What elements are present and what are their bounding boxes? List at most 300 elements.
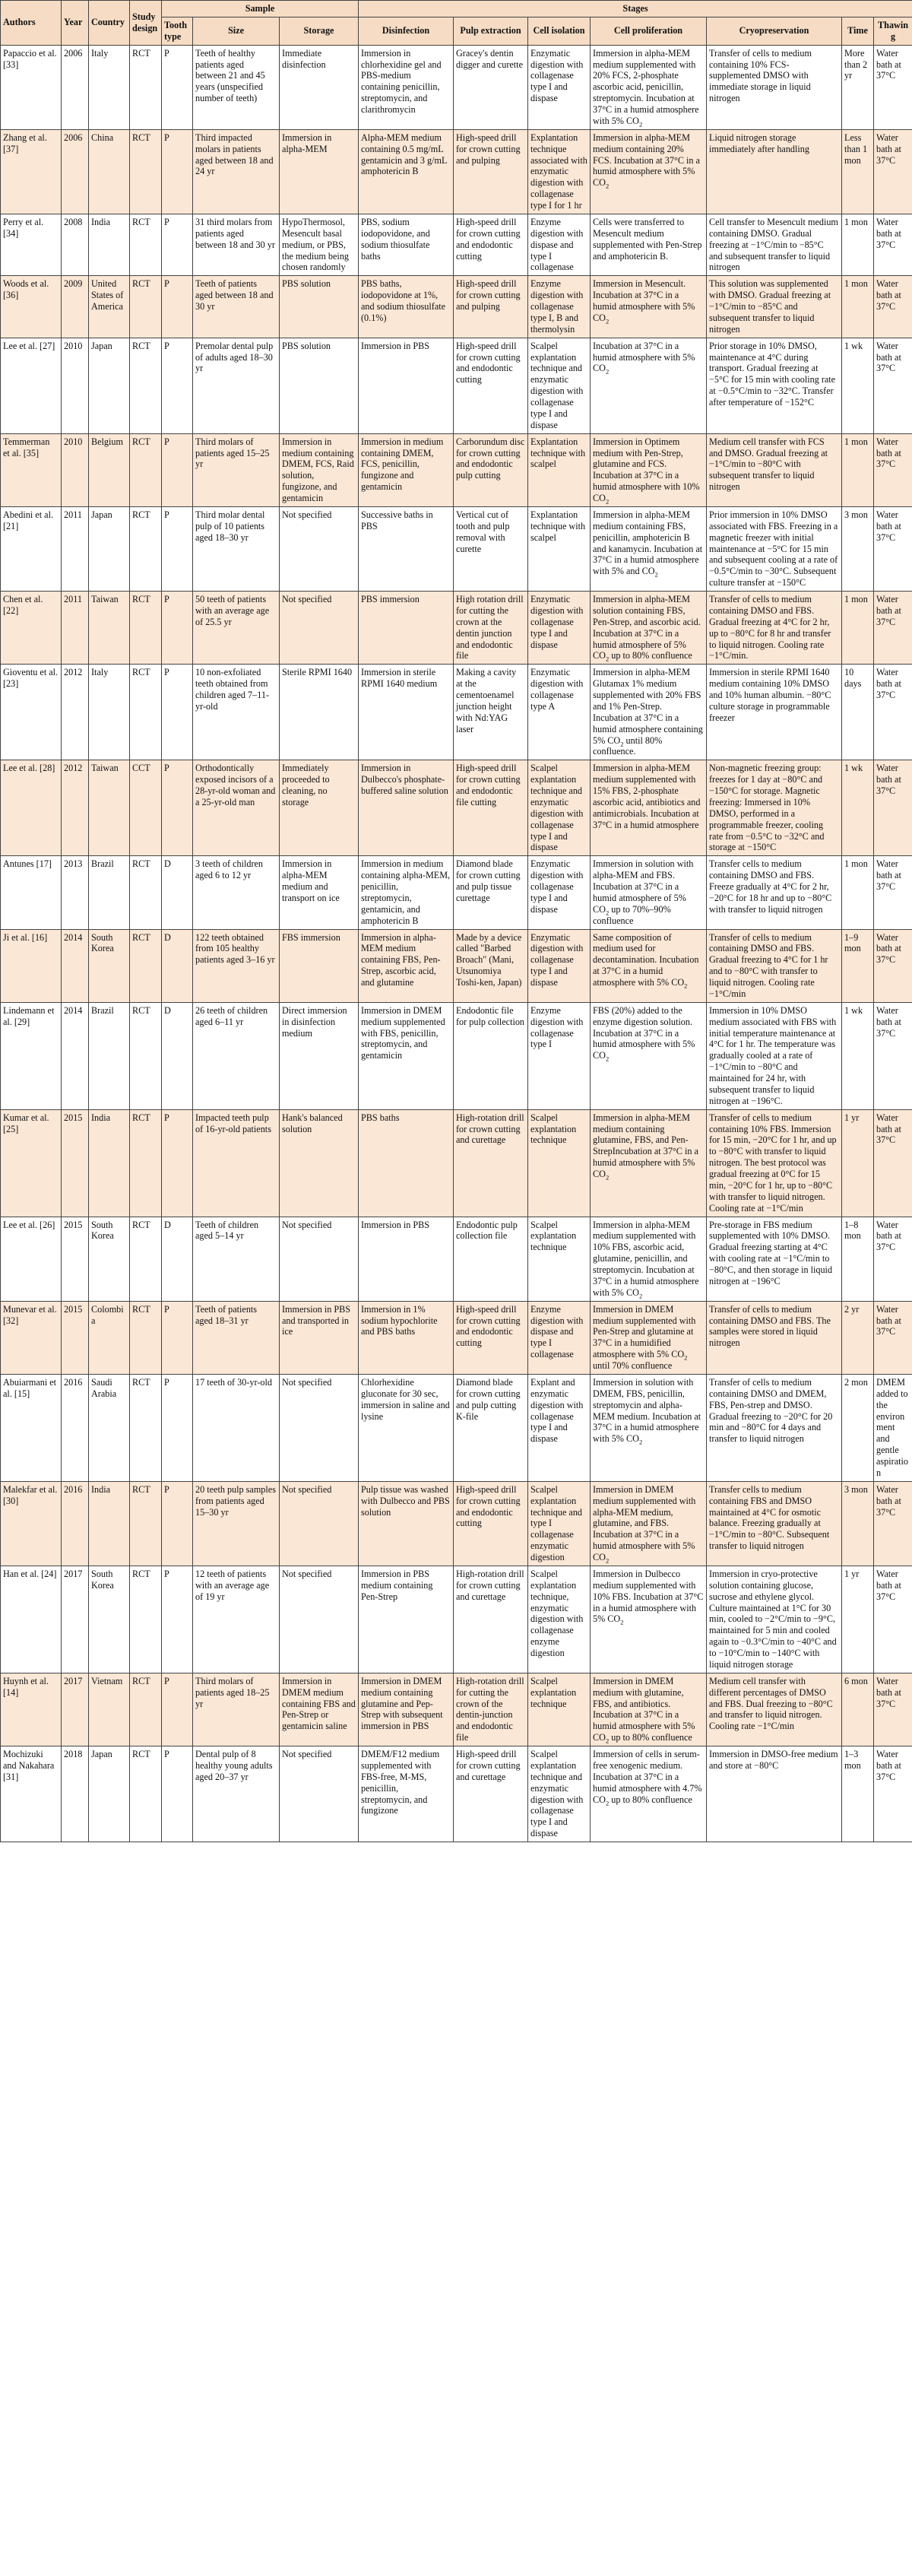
table-row bbox=[1, 1374, 912, 1481]
cell-storage: Not specified bbox=[280, 1481, 359, 1566]
cell-year: 2010 bbox=[62, 338, 89, 433]
table-row bbox=[1, 45, 912, 129]
cell-tooth-type: P bbox=[162, 1746, 193, 1842]
cell-disinfection: Successive baths in PBS bbox=[359, 506, 454, 591]
cell-thawing: Water bath at 37°C bbox=[874, 1673, 912, 1746]
table-body bbox=[1, 45, 912, 1842]
cell-year: 2015 bbox=[62, 1109, 89, 1217]
cell-disinfection: Immersion in medium containing alpha-MEM, penicillin, streptomycin, gentamicin, and amphotericin B bbox=[359, 856, 454, 929]
cell-size: Teeth of children aged 5–14 yr bbox=[193, 1217, 280, 1301]
cell-time: 1–3 mon bbox=[842, 1746, 874, 1842]
cell-disinfection: Alpha-MEM medium containing 0.5 mg/mL gentamicin and 3 g/mL amphotericin B bbox=[359, 129, 454, 214]
header-pulp-extraction: Pulp extraction bbox=[454, 17, 528, 45]
cell-time: 1 yr bbox=[842, 1566, 874, 1673]
cell-year: 2012 bbox=[62, 665, 89, 760]
cell-pulp-extraction: Making a cavity at the cementoenamel junction height with Nd:YAG laser bbox=[454, 665, 528, 760]
cell-time: 1 mon bbox=[842, 276, 874, 338]
cell-storage: FBS immersion bbox=[280, 929, 359, 1002]
table-row bbox=[1, 856, 912, 929]
cell-time: 1–9 mon bbox=[842, 929, 874, 1002]
cell-cell-proliferation: Immersion in DMEM medium supplemented with Pen-Strep and glutamine at 37°C in a humidified atmosphere with 5% $CO_2$ until 70% confluence bbox=[591, 1301, 707, 1374]
cell-cryopreservation: Transfer of cells to medium containing 10% FBS. Immersion for 15 min, −20°C for 1 hr, and up to −80°C with transfer to liquid nitrogen. The best protocol was gradual freezing at 0°C for 15 min, −20°C for 1 hr, up to −80°C with transfer to liquid nitrogen. Cooling rate at −1°C/min bbox=[707, 1109, 842, 1217]
cell-tooth-type: P bbox=[162, 276, 193, 338]
cell-thawing: Water bath at 37°C bbox=[874, 433, 912, 506]
cell-cell-proliferation: Immersion in DMEM medium with glutamine, FBS, and antibiotics. Incubation at 37°C in a humid atmosphere with 5% $CO_2$ up to 80% confluence bbox=[591, 1673, 707, 1746]
cell-thawing: Water bath at 37°C bbox=[874, 1746, 912, 1842]
cell-time: 1–8 mon bbox=[842, 1217, 874, 1301]
header-time: Time bbox=[842, 17, 874, 45]
cell-cryopreservation: Pre-storage in FBS medium supplemented with 10% DMSO. Gradual freezing starting at 4°C with cooling rate at −1°C/min to −80°C, and then storage in liquid nitrogen at −196°C bbox=[707, 1217, 842, 1301]
cell-size: Teeth of healthy patients aged between 21 and 45 years (unspecified number of teeth) bbox=[193, 45, 280, 129]
cell-study-design: RCT bbox=[130, 1481, 162, 1566]
cell-cell-proliferation: Immersion in alpha-MEM medium containing glutamine, FBS, and Pen-StrepIncubation at 37°C in a humid atmosphere with 5% $CO_2$ bbox=[591, 1109, 707, 1217]
header-storage: Storage bbox=[280, 17, 359, 45]
cell-cell-proliferation: Immersion in alpha-MEM medium containing FBS, penicillin, amphotericin B and kanamycin. Incubation at 37°C in a humid atmosphere with 5% and $CO_2$ bbox=[591, 506, 707, 591]
table-row bbox=[1, 1109, 912, 1217]
cell-authors: Zhang et al. [37] bbox=[1, 129, 62, 214]
cell-study-design: RCT bbox=[130, 1374, 162, 1481]
cell-cell-isolation: Explantation technique with scalpel bbox=[528, 433, 591, 506]
cell-study-design: RCT bbox=[130, 856, 162, 929]
cell-year: 2018 bbox=[62, 1746, 89, 1842]
cell-year: 2017 bbox=[62, 1566, 89, 1673]
cell-tooth-type: P bbox=[162, 760, 193, 856]
cell-country: Brazil bbox=[89, 856, 130, 929]
cell-pulp-extraction: High-speed drill for crown cutting and endodontic cutting bbox=[454, 214, 528, 275]
header-study-design: Study design bbox=[130, 1, 162, 46]
header-cell-isolation: Cell isolation bbox=[528, 17, 591, 45]
cell-tooth-type: P bbox=[162, 433, 193, 506]
cell-study-design: RCT bbox=[130, 592, 162, 665]
cell-cell-isolation: Explantation technique with scalpel bbox=[528, 506, 591, 591]
cell-authors: Chen et al. [22] bbox=[1, 592, 62, 665]
cell-cell-isolation: Enzymatic digestion with collagenase type I and dispase bbox=[528, 592, 591, 665]
cell-country: Italy bbox=[89, 665, 130, 760]
cell-disinfection: PBS baths, iodopovidone at 1%, and sodium thiosulfate (0.1%) bbox=[359, 276, 454, 338]
header-thawing: Thawing bbox=[874, 17, 912, 45]
cell-year: 2010 bbox=[62, 433, 89, 506]
cell-pulp-extraction: Diamond blade for crown cutting and pulp cutting K-file bbox=[454, 1374, 528, 1481]
cell-cell-proliferation: Immersion in alpha-MEM medium supplemented with 20% FCS, 2-phosphate ascorbic acid, penicillin, streptomycin. Incubation at 37°C in a humid atmosphere with 5% $CO_2$ bbox=[591, 45, 707, 129]
cell-tooth-type: P bbox=[162, 1301, 193, 1374]
cell-cryopreservation: Liquid nitrogen storage immediately after handling bbox=[707, 129, 842, 214]
cell-disinfection: PBS, sodium iodopovidone, and sodium thiosulfate baths bbox=[359, 214, 454, 275]
cell-year: 2011 bbox=[62, 506, 89, 591]
cell-study-design: RCT bbox=[130, 1673, 162, 1746]
cell-size: 31 third molars from patients aged between 18 and 30 yr bbox=[193, 214, 280, 275]
cell-time: 1 wk bbox=[842, 338, 874, 433]
cell-storage: Immersion in PBS and transported in ice bbox=[280, 1301, 359, 1374]
cell-size: 50 teeth of patients with an average age of 25.5 yr bbox=[193, 592, 280, 665]
cell-cell-isolation: Enzyme digestion with dispase and type I collagenase bbox=[528, 1301, 591, 1374]
cell-pulp-extraction: Vertical cut of tooth and pulp removal with curette bbox=[454, 506, 528, 591]
cell-tooth-type: D bbox=[162, 856, 193, 929]
cell-cell-isolation: Enzymatic digestion with collagenase type I and dispase bbox=[528, 856, 591, 929]
cell-cell-isolation: Scalpel explantation technique and enzymatic digestion with collagenase type I and dispase bbox=[528, 1746, 591, 1842]
cell-pulp-extraction: High rotation drill for cutting the crown at the dentin junction and endodontic file bbox=[454, 592, 528, 665]
cell-pulp-extraction: Diamond blade for crown cutting and pulp tissue curettage bbox=[454, 856, 528, 929]
cell-tooth-type: P bbox=[162, 1481, 193, 1566]
cell-authors: Mochizuki and Nakahara [31] bbox=[1, 1746, 62, 1842]
cell-thawing: Water bath at 37°C bbox=[874, 665, 912, 760]
cell-storage: Sterile RPMI 1640 bbox=[280, 665, 359, 760]
table-row bbox=[1, 506, 912, 591]
cell-cryopreservation: Transfer of cells to medium containing DMSO and FBS. The samples were stored in liquid nitrogen bbox=[707, 1301, 842, 1374]
cell-disinfection: Immersion in sterile RPMI 1640 medium bbox=[359, 665, 454, 760]
cell-time: Less than 1 mon bbox=[842, 129, 874, 214]
cell-cryopreservation: Prior storage in 10% DMSO, maintenance at 4°C during transport. Gradual freezing at −5°C for 15 min with cooling rate at −0.5°C/min to −32°C. Transfer after temperature of −152°C bbox=[707, 338, 842, 433]
cell-disinfection: Immersion in alpha-MEM medium containing FBS, Pen-Strep, ascorbic acid, and glutamine bbox=[359, 929, 454, 1002]
table-row bbox=[1, 592, 912, 665]
cell-thawing: Water bath at 37°C bbox=[874, 1217, 912, 1301]
cell-year: 2014 bbox=[62, 1002, 89, 1109]
cell-cell-proliferation: Immersion in DMEM medium supplemented with alpha-MEM medium, glutamine, and FBS. Incubation at 37°C in a humid atmosphere with 5% $CO_2$ bbox=[591, 1481, 707, 1566]
cell-cryopreservation: Prior immersion in 10% DMSO associated with FBS. Freezing in a magnetic freezer with initial maintenance at −5°C for 15 min and subsequent cooling at a rate of −0.5°C/min to −30°C. Subsequent culture transfer at −150°C bbox=[707, 506, 842, 591]
table-row bbox=[1, 1002, 912, 1109]
cell-tooth-type: P bbox=[162, 1566, 193, 1673]
cell-cryopreservation: Transfer of cells to medium containing DMSO and FBS. Gradual freezing to 4°C for 1 hr and to −80°C with transfer to liquid nitrogen. Cooling rate −1°C/min bbox=[707, 929, 842, 1002]
cell-size: 12 teeth of patients with an average age of 19 yr bbox=[193, 1566, 280, 1673]
cell-authors: Perry et al. [34] bbox=[1, 214, 62, 275]
table-row bbox=[1, 276, 912, 338]
cell-country: India bbox=[89, 1109, 130, 1217]
cell-cell-proliferation: Immersion in alpha-MEM medium containing 20% FCS. Incubation at 37°C in a humid atmosphere with 5% $CO_2$ bbox=[591, 129, 707, 214]
cell-size: Premolar dental pulp of adults aged 18–30 yr bbox=[193, 338, 280, 433]
cell-cryopreservation: Immersion in DMSO-free medium and store at −80°C bbox=[707, 1746, 842, 1842]
table-row bbox=[1, 665, 912, 760]
cell-disinfection: Immersion in chlorhexidine gel and PBS-medium containing penicillin, streptomycin, and clarithromycin bbox=[359, 45, 454, 129]
header-cryopreservation: Cryopreservation bbox=[707, 17, 842, 45]
cell-country: Taiwan bbox=[89, 760, 130, 856]
cell-cell-proliferation: Immersion in Mesencult. Incubation at 37°C in a humid atmosphere with 5% $CO_2$ bbox=[591, 276, 707, 338]
cell-authors: Temmerman et al. [35] bbox=[1, 433, 62, 506]
cell-thawing: DMEM added to the environment and gentle aspiration bbox=[874, 1374, 912, 1481]
cell-pulp-extraction: Carborundum disc for crown cutting and endodontic pulp cutting bbox=[454, 433, 528, 506]
cell-thawing: Water bath at 37°C bbox=[874, 129, 912, 214]
table-row bbox=[1, 1673, 912, 1746]
cell-storage: HypoThermosol, Mesencult basal medium, or PBS, the medium being chosen randomly bbox=[280, 214, 359, 275]
cell-storage: PBS solution bbox=[280, 276, 359, 338]
cell-cell-proliferation: Immersion in solution with DMEM, FBS, penicillin, streptomycin and alpha-MEM medium. Incubation at 37°C in a humid atmosphere with 5% $CO_2$ bbox=[591, 1374, 707, 1481]
cell-storage: Not specified bbox=[280, 592, 359, 665]
cell-cell-isolation: Scalpel explantation technique bbox=[528, 1673, 591, 1746]
table-row bbox=[1, 1566, 912, 1673]
cell-authors: Antunes [17] bbox=[1, 856, 62, 929]
cell-country: China bbox=[89, 129, 130, 214]
cell-authors: Lee et al. [28] bbox=[1, 760, 62, 856]
cell-time: 1 wk bbox=[842, 1002, 874, 1109]
cell-country: Taiwan bbox=[89, 592, 130, 665]
table-row bbox=[1, 1301, 912, 1374]
cell-year: 2015 bbox=[62, 1217, 89, 1301]
cell-year: 2008 bbox=[62, 214, 89, 275]
cell-time: 3 mon bbox=[842, 1481, 874, 1566]
cell-country: Colombia bbox=[89, 1301, 130, 1374]
cell-cell-proliferation: Immersion in alpha-MEM medium supplemented with 15% FBS, 2-phosphate ascorbic acid, antibiotics and antimicrobials. Incubation at 37°C in a humid atmosphere bbox=[591, 760, 707, 856]
cell-cell-isolation: Enzyme digestion with dispase and type I collagenase bbox=[528, 214, 591, 275]
cell-thawing: Water bath at 37°C bbox=[874, 214, 912, 275]
cell-thawing: Water bath at 37°C bbox=[874, 45, 912, 129]
cell-thawing: Water bath at 37°C bbox=[874, 592, 912, 665]
cell-cell-isolation: Scalpel explantation technique and enzymatic digestion with collagenase type I and dispase bbox=[528, 760, 591, 856]
table-row bbox=[1, 929, 912, 1002]
cell-country: United States of America bbox=[89, 276, 130, 338]
cell-study-design: RCT bbox=[130, 276, 162, 338]
cell-tooth-type: P bbox=[162, 45, 193, 129]
cell-year: 2006 bbox=[62, 129, 89, 214]
cell-study-design: RCT bbox=[130, 45, 162, 129]
table-row bbox=[1, 433, 912, 506]
cell-disinfection: Chlorhexidine gluconate for 30 sec, immersion in saline and lysine bbox=[359, 1374, 454, 1481]
cell-authors: Malekfar et al. [30] bbox=[1, 1481, 62, 1566]
cell-cryopreservation: Immersion in 10% DMSO medium associated with FBS with initial temperature maintenance at 4°C for 1 hr. The temperature was gradually cooled at a rate of −1°C/min to −80°C and maintained for 24 hr, with subsequent transfer to liquid nitrogen at −196°C. bbox=[707, 1002, 842, 1109]
cell-storage: PBS solution bbox=[280, 338, 359, 433]
cell-authors: Papaccio et al. [33] bbox=[1, 45, 62, 129]
cell-thawing: Water bath at 37°C bbox=[874, 856, 912, 929]
cell-cell-isolation: Scalpel explantation technique bbox=[528, 1217, 591, 1301]
cell-country: Belgium bbox=[89, 433, 130, 506]
cell-year: 2017 bbox=[62, 1673, 89, 1746]
cell-country: India bbox=[89, 214, 130, 275]
cell-time: 1 yr bbox=[842, 1109, 874, 1217]
cell-cell-isolation: Scalpel explantation technique, enzymatic digestion with collagenase enzyme digestion bbox=[528, 1566, 591, 1673]
cell-study-design: RCT bbox=[130, 1566, 162, 1673]
cell-disinfection: Immersion in DMEM medium containing glutamine and Pep-Strep with subsequent immersion in PBS bbox=[359, 1673, 454, 1746]
table-row bbox=[1, 338, 912, 433]
cell-size: Third molars of patients aged 18–25 yr bbox=[193, 1673, 280, 1746]
cell-cell-isolation: Explantation technique associated with enzymatic digestion with collagenase type I for 1 hr bbox=[528, 129, 591, 214]
cell-time: 3 mon bbox=[842, 506, 874, 591]
cell-disinfection: Immersion in 1% sodium hypochlorite and PBS baths bbox=[359, 1301, 454, 1374]
cell-storage: Not specified bbox=[280, 506, 359, 591]
cell-pulp-extraction: High-speed drill for crown cutting and endodontic cutting bbox=[454, 1301, 528, 1374]
cell-disinfection: Immersion in PBS bbox=[359, 338, 454, 433]
cell-size: 122 teeth obtained from 105 healthy patients aged 3–16 yr bbox=[193, 929, 280, 1002]
cell-study-design: RCT bbox=[130, 214, 162, 275]
cell-authors: Abedini et al. [21] bbox=[1, 506, 62, 591]
header-disinfection: Disinfection bbox=[359, 17, 454, 45]
cell-disinfection: PBS baths bbox=[359, 1109, 454, 1217]
cell-year: 2009 bbox=[62, 276, 89, 338]
cell-size: Orthodontically exposed incisors of a 28-yr-old woman and a 25-yr-old man bbox=[193, 760, 280, 856]
cell-thawing: Water bath at 37°C bbox=[874, 1301, 912, 1374]
cell-pulp-extraction: High-rotation drill for cutting the crown of the dentin-junction and endodontic file bbox=[454, 1673, 528, 1746]
cell-year: 2016 bbox=[62, 1374, 89, 1481]
cell-storage: Not specified bbox=[280, 1566, 359, 1673]
cell-cell-isolation: Enzyme digestion with collagenase type I, B and thermolysin bbox=[528, 276, 591, 338]
cell-authors: Lindemann et al. [29] bbox=[1, 1002, 62, 1109]
cell-year: 2011 bbox=[62, 592, 89, 665]
cell-size: Teeth of patients aged 18–31 yr bbox=[193, 1301, 280, 1374]
cell-cell-proliferation: Incubation at 37°C in a humid atmosphere with 5% $CO_2$ bbox=[591, 338, 707, 433]
cell-authors: Abuiarmani et al. [15] bbox=[1, 1374, 62, 1481]
cell-pulp-extraction: High-speed drill for crown cutting and pulping bbox=[454, 276, 528, 338]
cell-tooth-type: P bbox=[162, 592, 193, 665]
cell-cryopreservation: Immersion in cryo-protective solution containing glucose, sucrose and ethylene glycol. Culture maintained at 1°C for 30 min, cooled to −2°C/min to −9°C, maintained for 5 min and cooled again to −0.3°C/min to −40°C and to −10°C/min to −140°C with liquid nitrogen storage bbox=[707, 1566, 842, 1673]
cell-size: Impacted teeth pulp of 16-yr-old patients bbox=[193, 1109, 280, 1217]
cell-year: 2016 bbox=[62, 1481, 89, 1566]
cell-tooth-type: D bbox=[162, 1217, 193, 1301]
cell-tooth-type: P bbox=[162, 338, 193, 433]
cell-storage: Direct immersion in disinfection medium bbox=[280, 1002, 359, 1109]
cell-cell-proliferation: Same composition of medium used for decontamination. Incubation at 37°C in a humid atmosphere with 5% $CO_2$ bbox=[591, 929, 707, 1002]
cell-thawing: Water bath at 37°C bbox=[874, 276, 912, 338]
cell-cryopreservation: Transfer of cells to medium containing DMSO and FBS. Gradual freezing at 4°C for 2 hr, up to −80°C for 8 hr and transfer to liquid nitrogen. Cooling rate −1°C/min. bbox=[707, 592, 842, 665]
cell-authors: Lee et al. [27] bbox=[1, 338, 62, 433]
cell-country: South Korea bbox=[89, 1217, 130, 1301]
cell-disinfection: Immersion in Dulbecco's phosphate-buffered saline solution bbox=[359, 760, 454, 856]
header-size: Size bbox=[193, 17, 280, 45]
cell-year: 2014 bbox=[62, 929, 89, 1002]
cell-country: South Korea bbox=[89, 1566, 130, 1673]
cell-cell-proliferation: Cells were transferred to Mesencult medium supplemented with Pen-Strep and amphotericin B. bbox=[591, 214, 707, 275]
cell-study-design: RCT bbox=[130, 929, 162, 1002]
cell-thawing: Water bath at 37°C bbox=[874, 929, 912, 1002]
cell-storage: Immersion in alpha-MEM bbox=[280, 129, 359, 214]
cell-size: Teeth of patients aged between 18 and 30 yr bbox=[193, 276, 280, 338]
cell-country: Japan bbox=[89, 506, 130, 591]
cell-disinfection: Immersion in PBS medium containing Pen-Strep bbox=[359, 1566, 454, 1673]
cell-storage: Immediately proceeded to cleaning, no storage bbox=[280, 760, 359, 856]
cell-time: 2 yr bbox=[842, 1301, 874, 1374]
cell-size: 10 non-exfoliated teeth obtained from children aged 7–11-yr-old bbox=[193, 665, 280, 760]
cell-disinfection: PBS immersion bbox=[359, 592, 454, 665]
cell-authors: Kumar et al. [25] bbox=[1, 1109, 62, 1217]
cell-storage: Not specified bbox=[280, 1374, 359, 1481]
table-row bbox=[1, 214, 912, 275]
cell-storage: Immediate disinfection bbox=[280, 45, 359, 129]
cell-cryopreservation: Medium cell transfer with FCS and DMSO. Gradual freezing at −1°C/min to −80°C with subsequent transfer to liquid nitrogen bbox=[707, 433, 842, 506]
cell-pulp-extraction: Endodontic pulp collection file bbox=[454, 1217, 528, 1301]
cell-pulp-extraction: High-speed drill for crown cutting and curettage bbox=[454, 1746, 528, 1842]
cell-cell-isolation: Enzymatic digestion with collagenase type I and dispase bbox=[528, 45, 591, 129]
cell-cryopreservation: Transfer of cells to medium containing 10% FCS-supplemented DMSO with immediate storage in liquid nitrogen bbox=[707, 45, 842, 129]
header-authors: Authors bbox=[1, 1, 62, 46]
cell-cell-isolation: Explant and enzymatic digestion with collagenase type I and dispase bbox=[528, 1374, 591, 1481]
cell-cell-isolation: Enzyme digestion with collagenase type I bbox=[528, 1002, 591, 1109]
table-row bbox=[1, 1746, 912, 1842]
cell-time: More than 2 yr bbox=[842, 45, 874, 129]
cell-authors: Huynh et al. [14] bbox=[1, 1673, 62, 1746]
cell-year: 2013 bbox=[62, 856, 89, 929]
cell-size: 3 teeth of children aged 6 to 12 yr bbox=[193, 856, 280, 929]
cell-cell-proliferation: Immersion of cells in serum-free xenogenic medium. Incubation at 37°C in a humid atmosphere with 4.7% $CO_2$ up to 80% confluence bbox=[591, 1746, 707, 1842]
cell-size: 26 teeth of children aged 6–11 yr bbox=[193, 1002, 280, 1109]
header-tooth-type: Tooth type bbox=[162, 17, 193, 45]
cell-cryopreservation: Transfer cells to medium containing FBS and DMSO maintained at 4°C for osmotic balance. Freezing gradually at −1°C/min to −80°C. Subsequent transfer to liquid nitrogen bbox=[707, 1481, 842, 1566]
cell-study-design: RCT bbox=[130, 129, 162, 214]
cell-cryopreservation: Cell transfer to Mesencult medium containing DMSO. Gradual freezing at −1°C/min to −85°C and subsequent transfer to liquid nitrogen bbox=[707, 214, 842, 275]
cell-study-design: CCT bbox=[130, 760, 162, 856]
cell-cryopreservation: Transfer of cells to medium containing DMSO and DMEM, FBS, Pen-strep and DMSO. Gradual freezing to −20°C for 20 min and −80°C for 4 days and transfer to liquid nitrogen bbox=[707, 1374, 842, 1481]
cell-tooth-type: D bbox=[162, 1002, 193, 1109]
header-stages: Stages bbox=[359, 1, 912, 17]
cell-time: 10 days bbox=[842, 665, 874, 760]
cell-cryopreservation: Immersion in sterile RPMI 1640 medium containing 10% DMSO and 10% human albumin. −80°C culture storage in programmable freezer bbox=[707, 665, 842, 760]
cell-size: Dental pulp of 8 healthy young adults aged 20–37 yr bbox=[193, 1746, 280, 1842]
cell-cell-proliferation: FBS (20%) added to the enzyme digestion solution. Incubation at 37°C in a humid atmosphere with 5% $CO_2$ bbox=[591, 1002, 707, 1109]
cell-size: Third molars of patients aged 15–25 yr bbox=[193, 433, 280, 506]
table-row bbox=[1, 760, 912, 856]
cell-time: 1 mon bbox=[842, 592, 874, 665]
cell-authors: Gioventu et al. [23] bbox=[1, 665, 62, 760]
cell-tooth-type: P bbox=[162, 1109, 193, 1217]
cell-study-design: RCT bbox=[130, 433, 162, 506]
cell-country: Vietnam bbox=[89, 1673, 130, 1746]
table-row bbox=[1, 1481, 912, 1566]
cell-study-design: RCT bbox=[130, 1002, 162, 1109]
cell-study-design: RCT bbox=[130, 1109, 162, 1217]
cell-cryopreservation: Medium cell transfer with different percentages of DMSO and FBS. Dual freezing to −80°C and transfer to liquid nitrogen. Cooling rate −1°C/min bbox=[707, 1673, 842, 1746]
cell-study-design: RCT bbox=[130, 338, 162, 433]
cell-pulp-extraction: High-speed drill for crown cutting and endodontic file cutting bbox=[454, 760, 528, 856]
cell-thawing: Water bath at 37°C bbox=[874, 1002, 912, 1109]
cell-thawing: Water bath at 37°C bbox=[874, 338, 912, 433]
cell-cell-proliferation: Immersion in Dulbecco medium supplemented with 10% FBS. Incubation at 37°C in a humid atmosphere with 5% $CO_2$ bbox=[591, 1566, 707, 1673]
table-row bbox=[1, 129, 912, 214]
cell-time: 1 mon bbox=[842, 214, 874, 275]
cell-country: Saudi Arabia bbox=[89, 1374, 130, 1481]
table-row bbox=[1, 1217, 912, 1301]
cell-cell-proliferation: Immersion in Optimem medium with Pen-Strep, glutamine and FCS. Incubation at 37°C in a humid atmosphere with 10% $CO_2$ bbox=[591, 433, 707, 506]
cell-pulp-extraction: High-rotation drill for crown cutting and curettage bbox=[454, 1109, 528, 1217]
cell-disinfection: Pulp tissue was washed with Dulbecco and PBS solution bbox=[359, 1481, 454, 1566]
cell-cryopreservation: Non-magnetic freezing group: freezes for 1 day at −80°C and −150°C for storage. Magnetic freezing: Immersed in 10% DMSO, performed in a programmable freezer, cooling rate from −0.5°C to −32°C and storage at −150°C bbox=[707, 760, 842, 856]
cell-cell-isolation: Scalpel explantation technique bbox=[528, 1109, 591, 1217]
cell-cell-isolation: Enzymatic digestion with collagenase type I and dispase bbox=[528, 929, 591, 1002]
cell-authors: Woods et al. [36] bbox=[1, 276, 62, 338]
cell-disinfection: Immersion in medium containing DMEM, FCS, penicillin, fungizone and gentamicin bbox=[359, 433, 454, 506]
cell-country: Japan bbox=[89, 338, 130, 433]
cell-country: India bbox=[89, 1481, 130, 1566]
cell-country: Italy bbox=[89, 45, 130, 129]
cell-thawing: Water bath at 37°C bbox=[874, 1109, 912, 1217]
cell-size: 17 teeth of 30-yr-old bbox=[193, 1374, 280, 1481]
cell-year: 2006 bbox=[62, 45, 89, 129]
cell-cryopreservation: This solution was supplemented with DMSO. Gradual freezing at −1°C/min to −85°C and subsequent transfer to liquid nitrogen bbox=[707, 276, 842, 338]
cell-storage: Immersion in medium containing DMEM, FCS, Raid solution, fungizone, and gentamicin bbox=[280, 433, 359, 506]
cell-country: Brazil bbox=[89, 1002, 130, 1109]
cell-size: Third molar dental pulp of 10 patients aged 18–30 yr bbox=[193, 506, 280, 591]
header-country: Country bbox=[89, 1, 130, 46]
cell-thawing: Water bath at 37°C bbox=[874, 1481, 912, 1566]
cell-time: 1 mon bbox=[842, 433, 874, 506]
header-row-top bbox=[1, 1, 912, 17]
cell-storage: Not specified bbox=[280, 1746, 359, 1842]
cell-tooth-type: P bbox=[162, 665, 193, 760]
cell-storage: Not specified bbox=[280, 1217, 359, 1301]
cell-tooth-type: P bbox=[162, 1374, 193, 1481]
cell-cell-isolation: Enzymatic digestion with collagenase type A bbox=[528, 665, 591, 760]
cell-country: South Korea bbox=[89, 929, 130, 1002]
cell-pulp-extraction: Gracey's dentin digger and curette bbox=[454, 45, 528, 129]
cell-pulp-extraction: Made by a device called "Barbed Broach" (Mani, Utsunomiya Toshi-ken, Japan) bbox=[454, 929, 528, 1002]
cell-cell-isolation: Scalpel explantation technique and enzymatic digestion with collagenase type I and dispase bbox=[528, 338, 591, 433]
header-year: Year bbox=[62, 1, 89, 46]
cell-authors: Ji et al. [16] bbox=[1, 929, 62, 1002]
cell-thawing: Water bath at 37°C bbox=[874, 760, 912, 856]
cell-thawing: Water bath at 37°C bbox=[874, 506, 912, 591]
cell-cell-proliferation: Immersion in alpha-MEM solution containing FBS, Pen-Strep, and ascorbic acid. Incubation at 37°C in a humid atmosphere of 5% $CO_2$ up to 80% confluence bbox=[591, 592, 707, 665]
cell-size: Third impacted molars in patients aged between 18 and 24 yr bbox=[193, 129, 280, 214]
cell-size: 20 teeth pulp samples from patients aged 15–30 yr bbox=[193, 1481, 280, 1566]
cell-country: Japan bbox=[89, 1746, 130, 1842]
cell-time: 2 mon bbox=[842, 1374, 874, 1481]
header-cell-proliferation: Cell proliferation bbox=[591, 17, 707, 45]
cell-disinfection: Immersion in PBS bbox=[359, 1217, 454, 1301]
cell-authors: Lee et al. [26] bbox=[1, 1217, 62, 1301]
cell-tooth-type: P bbox=[162, 1673, 193, 1746]
